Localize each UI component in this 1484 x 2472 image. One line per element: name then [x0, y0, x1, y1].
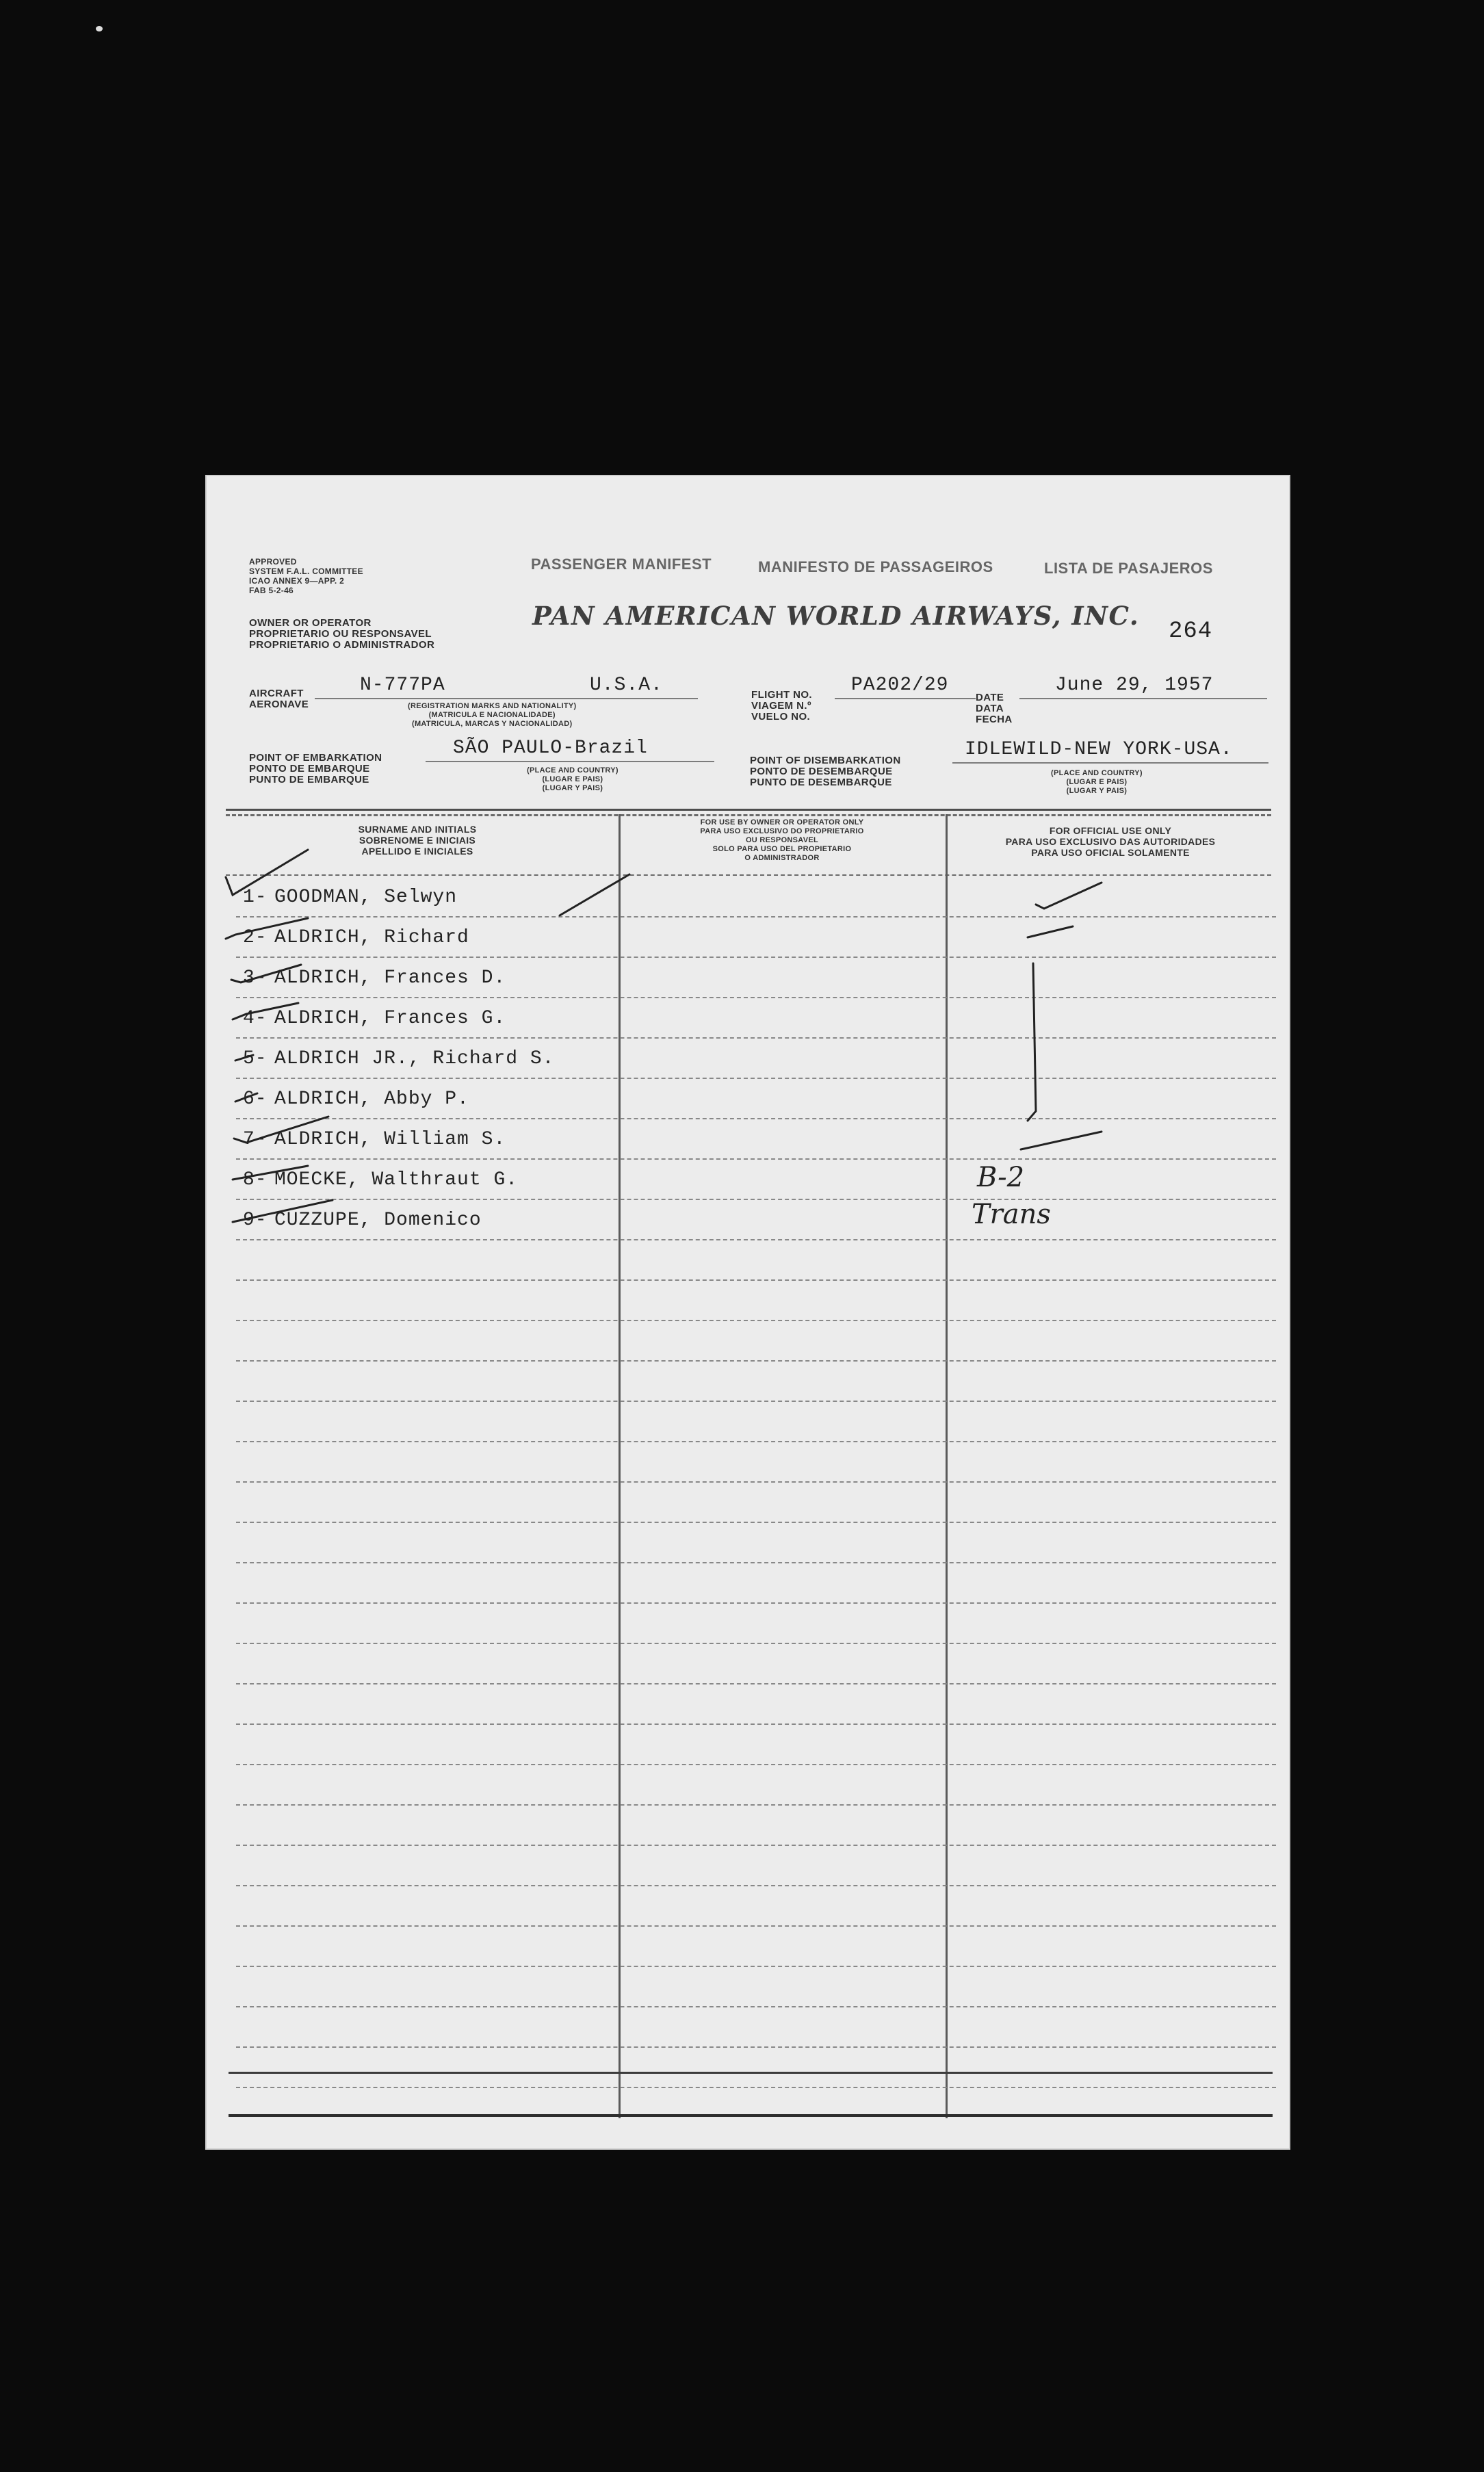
column-official-pt: PARA USO EXCLUSIVO DAS AUTORIDADES: [1005, 836, 1216, 847]
date-label-es: FECHA: [976, 714, 1013, 725]
owner-label-es: PROPRIETARIO O ADMINISTRADOR: [249, 639, 435, 651]
passenger-name: ALDRICH, Frances D.: [274, 967, 506, 989]
official-check-2: [1028, 926, 1073, 937]
official-bracket: [1028, 963, 1036, 1121]
disembarkation-label-en: POINT OF DISEMBARKATION: [750, 755, 901, 766]
passenger-number: 3-: [243, 967, 268, 989]
flight-date: June 29, 1957: [1055, 675, 1214, 696]
header-manifesto-passageiros: MANIFESTO DE PASSAGEIROS: [758, 558, 993, 575]
checkmark-6: [235, 1093, 257, 1102]
date-label-pt: DATA: [976, 703, 1004, 714]
flight-label-en: FLIGHT NO.: [751, 689, 812, 701]
passenger-name: CUZZUPE, Domenico: [274, 1210, 482, 1231]
date-label-en: DATE: [976, 692, 1004, 703]
embarkation-sub-en: (PLACE AND COUNTRY): [527, 766, 619, 775]
passenger-number: 9-: [243, 1210, 268, 1231]
embarkation-sub-pt: (LUGAR E PAIS): [542, 775, 603, 783]
aircraft-sub-pt: (MATRICULA E NACIONALIDADE): [428, 711, 556, 719]
owner-label-pt: PROPRIETARIO OU RESPONSAVEL: [249, 628, 432, 640]
flight-label-es: VUELO NO.: [751, 711, 811, 723]
column-owner-line: OU RESPONSAVEL: [745, 836, 819, 844]
official-note-b2: B-2: [977, 1162, 1025, 1193]
passenger-name: ALDRICH, Frances G.: [274, 1008, 506, 1029]
passenger-number: 1-: [243, 887, 268, 908]
aircraft-label-pt: AERONAVE: [249, 699, 309, 710]
column-name-es: APELLIDO E INICIALES: [361, 846, 473, 857]
flight-number: PA202/29: [851, 675, 949, 696]
column-owner-line: PARA USO EXCLUSIVO DO PROPRIETARIO: [700, 827, 864, 835]
aircraft-sub-es: (MATRICULA, MARCAS Y NACIONALIDAD): [412, 720, 573, 728]
flight-label-pt: VIAGEM N.º: [751, 700, 811, 712]
disembarkation-sub-en: (PLACE AND COUNTRY): [1051, 769, 1143, 777]
official-note-trans: Trans: [972, 1199, 1051, 1230]
embarkation-label-en: POINT OF EMBARKATION: [249, 752, 382, 764]
header-passenger-manifest: PASSENGER MANIFEST: [531, 556, 712, 573]
passenger-number: 2-: [243, 927, 268, 948]
aircraft-nationality: U.S.A.: [590, 675, 663, 696]
approval-line: FAB 5-2-46: [249, 586, 294, 595]
header-lista-pasajeros: LISTA DE PASAJEROS: [1044, 560, 1213, 577]
checkmark-7: [234, 1117, 328, 1143]
passenger-number: 7-: [243, 1129, 268, 1150]
passenger-number: 4-: [243, 1008, 268, 1029]
aircraft-label-en: AIRCRAFT: [249, 688, 304, 699]
disembarkation-label-pt: PONTO DE DESEMBARQUE: [750, 766, 893, 777]
approval-line: ICAO ANNEX 9—APP. 2: [249, 576, 345, 586]
passenger-name: ALDRICH, Richard: [274, 927, 469, 948]
aircraft-registration: N-777PA: [360, 675, 445, 696]
disembarkation-place: IDLEWILD-NEW YORK-USA.: [965, 739, 1233, 760]
official-check-7: [1021, 1132, 1102, 1149]
checkmark-9: [233, 1200, 333, 1222]
passenger-name: ALDRICH, Abby P.: [274, 1089, 469, 1110]
passenger-name: MOECKE, Walthraut G.: [274, 1169, 519, 1191]
disembarkation-sub-pt: (LUGAR E PAIS): [1066, 778, 1128, 786]
passenger-name: ALDRICH JR., Richard S.: [274, 1048, 555, 1069]
checkmark-2: [226, 918, 308, 939]
checkmark-5: [235, 1055, 253, 1061]
checkmark-3: [231, 965, 301, 983]
checkmark-4: [233, 1003, 298, 1019]
passenger-number: 5-: [243, 1048, 268, 1069]
column-owner-line: O ADMINISTRADOR: [744, 854, 820, 862]
passenger-name: GOODMAN, Selwyn: [274, 887, 458, 908]
approval-line: SYSTEM F.A.L. COMMITTEE: [249, 567, 363, 576]
page-number: 264: [1169, 619, 1213, 645]
official-check-1: [1036, 883, 1102, 909]
slash-mark: [560, 874, 629, 915]
column-official-es: PARA USO OFICIAL SOLAMENTE: [1031, 847, 1190, 858]
embarkation-sub-es: (LUGAR Y PAIS): [542, 784, 603, 792]
disembarkation-sub-es: (LUGAR Y PAIS): [1066, 787, 1128, 795]
embarkation-label-pt: PONTO DE EMBARQUE: [249, 763, 370, 775]
column-name-pt: SOBRENOME E INICIAIS: [359, 835, 476, 846]
approval-line: APPROVED: [249, 557, 297, 567]
aircraft-sub-en: (REGISTRATION MARKS AND NATIONALITY): [408, 702, 577, 710]
column-owner-line: SOLO PARA USO DEL PROPIETARIO: [712, 845, 852, 853]
airline-name: PAN AMERICAN WORLD AIRWAYS, INC.: [532, 601, 1140, 631]
column-owner-line: FOR USE BY OWNER OR OPERATOR ONLY: [700, 818, 864, 827]
column-official-en: FOR OFFICIAL USE ONLY: [1049, 825, 1172, 836]
passenger-number: 6-: [243, 1089, 268, 1110]
column-name-en: SURNAME AND INITIALS: [358, 824, 477, 835]
embarkation-place: SÃO PAULO-Brazil: [453, 738, 648, 759]
checkmark-1: [226, 850, 308, 895]
passenger-manifest-sheet: [205, 475, 1290, 2150]
passenger-name: ALDRICH, William S.: [274, 1129, 506, 1150]
handwritten-marks: [205, 475, 1290, 2150]
film-speck: [96, 26, 103, 31]
owner-label-en: OWNER OR OPERATOR: [249, 617, 372, 629]
passenger-number: 8-: [243, 1169, 268, 1191]
disembarkation-label-es: PUNTO DE DESEMBARQUE: [750, 777, 892, 788]
checkmark-8: [233, 1166, 308, 1180]
embarkation-label-es: PUNTO DE EMBARQUE: [249, 774, 369, 785]
